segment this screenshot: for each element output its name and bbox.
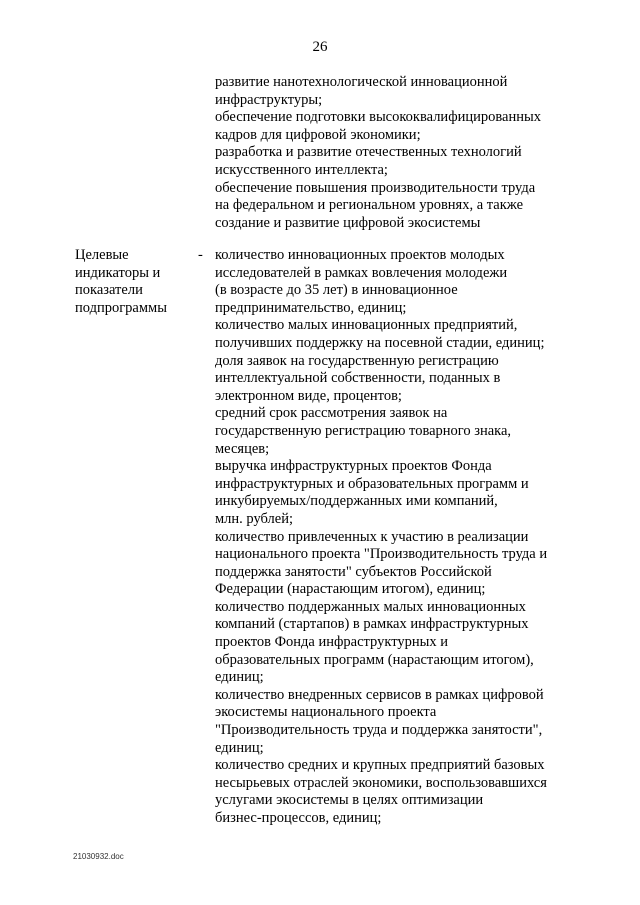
text-line: услугами экосистемы в целях оптимизации: [215, 792, 484, 809]
label-line: показатели: [75, 282, 143, 299]
text-line: проектов Фонда инфраструктурных и: [215, 634, 448, 651]
text-line: поддержка занятости" субъектов Российской: [215, 563, 492, 580]
text-line: кадров для цифровой экономики;: [215, 126, 421, 143]
label-line: Целевые: [75, 247, 129, 263]
text-line: национального проекта "Производительность труда и: [215, 546, 548, 563]
label-dash: -: [198, 247, 203, 263]
text-line: млн. рублей;: [215, 510, 294, 527]
text-line: экосистемы национального проекта: [215, 704, 437, 721]
label-line: подпрограммы: [75, 299, 167, 316]
text-line: обеспечение подготовки высококвалифицированных: [215, 109, 541, 126]
text-line: единиц;: [215, 669, 264, 686]
text-line: выручка инфраструктурных проектов Фонда: [215, 458, 492, 475]
text-line: бизнес-процессов, единиц;: [215, 810, 382, 826]
text-line: Федерации (нарастающим итогом), единиц;: [215, 581, 486, 598]
text-line: количество малых инновационных предприятий,: [215, 317, 518, 334]
text-line: образовательных программ (нарастающим итогом),: [215, 651, 534, 668]
text-line: электронном виде, процентов;: [215, 387, 402, 404]
text-line: получивших поддержку на посевной стадии, единиц;: [215, 334, 545, 351]
label-line: индикаторы и: [75, 264, 161, 281]
text-line: предпринимательство, единиц;: [215, 299, 407, 316]
page-number: 26: [312, 39, 328, 55]
indicators-text: [215, 247, 615, 828]
text-line: государственную регистрацию товарного знака,: [215, 422, 512, 439]
text-line: инфраструктуры;: [215, 91, 323, 108]
text-line: количество привлеченных к участию в реализации: [215, 528, 529, 545]
text-line: инкубируемых/поддержанных ими компаний,: [215, 493, 498, 510]
text-line: количество поддержанных малых инновационных: [215, 598, 526, 615]
text-line: единиц;: [215, 739, 264, 756]
text-line: исследователей в рамках вовлечения молодежи: [215, 264, 508, 281]
goals-continuation-text: [215, 74, 615, 232]
text-line: на федеральном и региональном уровнях, а также: [215, 197, 524, 214]
text-line: "Производительность труда и поддержка занятости",: [215, 722, 543, 739]
text-line: месяцев;: [215, 440, 270, 457]
text-line: искусственного интеллекта;: [215, 161, 388, 178]
text-line: обеспечение повышения производительности труда: [215, 179, 536, 196]
text-line: разработка и развитие отечественных технологий: [215, 144, 522, 161]
section-label: [75, 247, 195, 317]
text-line: количество средних и крупных предприятий базовых: [215, 757, 545, 774]
text-line: средний срок рассмотрения заявок на: [215, 405, 448, 422]
text-line: инфраструктурных и образовательных программ и: [215, 475, 529, 492]
text-line: компаний (стартапов) в рамках инфраструктурных: [215, 616, 529, 633]
text-line: развитие нанотехнологической инновационной: [215, 74, 508, 90]
text-line: количество внедренных сервисов в рамках цифровой: [215, 686, 544, 703]
document-filename: 21030932.doc: [73, 852, 124, 861]
text-line: количество инновационных проектов молодых: [215, 247, 505, 263]
text-line: создание и развитие цифровой экосистемы: [215, 214, 481, 231]
text-line: (в возрасте до 35 лет) в инновационное: [215, 282, 458, 299]
text-line: доля заявок на государственную регистрацию: [215, 352, 499, 369]
text-line: несырьевых отраслей экономики, воспользовавшихся: [215, 774, 547, 791]
text-line: интеллектуальной собственности, поданных в: [215, 370, 501, 387]
